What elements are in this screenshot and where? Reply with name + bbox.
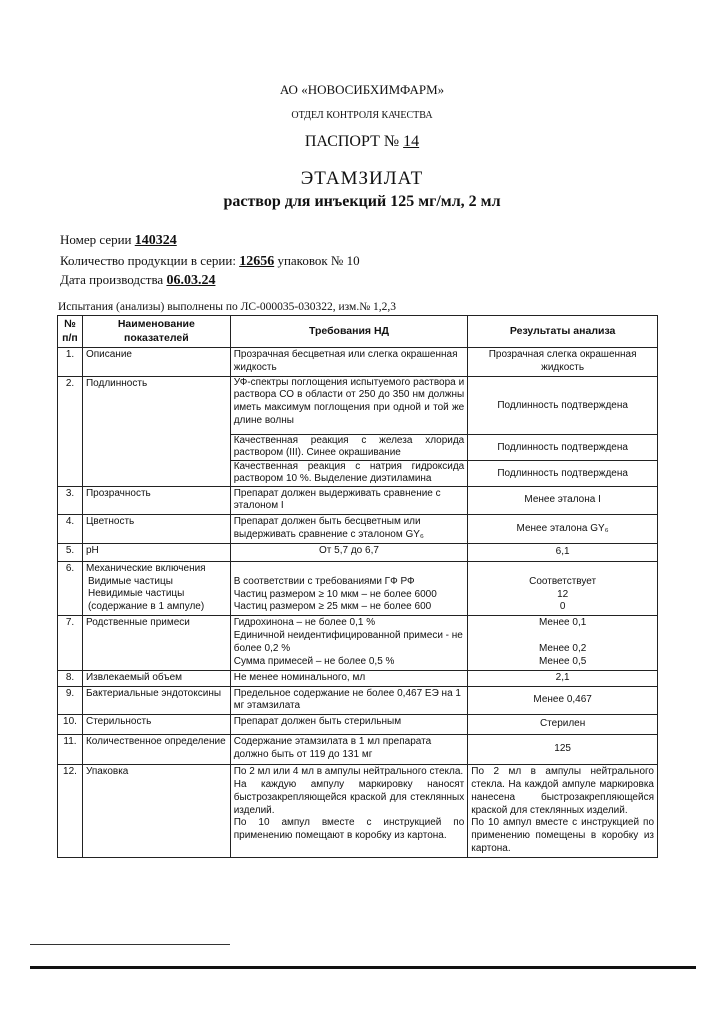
row-req: Препарат должен выдерживать сравнение с эталоном I bbox=[230, 486, 468, 515]
passport-title bbox=[0, 133, 724, 151]
res-box: По 10 ампул вместе с инструкцией по применению помещены в коробку из картона. bbox=[471, 817, 654, 854]
row-num: 10. bbox=[58, 715, 83, 735]
row-name: Подлинность bbox=[82, 376, 230, 486]
series-value: 140324 bbox=[134, 233, 177, 248]
req-iron-reaction: Качественная реакция с железа хлорида раствором (III). Синее окрашивание bbox=[231, 434, 468, 460]
row-res: Менее эталона GY₆ bbox=[468, 515, 658, 544]
row-num: 7. bbox=[58, 616, 83, 670]
row-res bbox=[468, 376, 658, 486]
row-res: 125 bbox=[468, 735, 658, 765]
table-row bbox=[58, 715, 658, 735]
row-req: От 5,7 до 6,7 bbox=[230, 543, 468, 561]
row-name: Цветность bbox=[82, 515, 230, 544]
tests-line: Испытания (анализы) выполнены по ЛС-000035-030322, изм.№ 1,2,3 bbox=[58, 301, 397, 313]
quantity-line bbox=[60, 253, 360, 270]
res-visible: Соответствует bbox=[529, 575, 597, 587]
row-req bbox=[230, 561, 468, 615]
row-req bbox=[230, 376, 468, 486]
req-gf-rf: В соответствии с требованиями ГФ РФ bbox=[233, 575, 415, 587]
table-row bbox=[58, 765, 658, 858]
req-uv-spectra: УФ-спектры поглощения испытуемого раствора и раствора СО в области от 250 до 350 нм должны иметь максимум поглощения при одной и той же длине волны bbox=[233, 376, 465, 426]
row-req: Препарат должен быть бесцветным или выдерживать сравнение с эталоном GY₆ bbox=[230, 515, 468, 544]
row-name: Извлекаемый объем bbox=[82, 670, 230, 686]
req-marking: На каждую ампулу маркировку наносят быстрозакрепляющейся краской для стеклянных изделий. bbox=[233, 778, 465, 816]
row-name: Количественное определение bbox=[82, 735, 230, 765]
invisible-particles-label: Невидимые частицы (содержание в 1 ампуле) bbox=[87, 588, 205, 613]
res-25um: 0 bbox=[559, 601, 566, 613]
res-10um: 12 bbox=[557, 588, 569, 600]
header-res: Результаты анализа bbox=[468, 316, 658, 348]
passport-label: ПАСПОРТ № bbox=[304, 133, 400, 150]
req-total-impurity: Сумма примесей – не более 0,5 % bbox=[233, 655, 395, 667]
header-name: Наименование показателей bbox=[82, 316, 230, 348]
req-naoh-reaction: Качественная реакция с натрия гидроксида раствором 10 %. Выделение диэтиламина bbox=[231, 460, 468, 486]
row-res: 6,1 bbox=[468, 543, 658, 561]
row-res bbox=[468, 561, 658, 615]
row-num: 12. bbox=[58, 765, 83, 858]
row-name bbox=[82, 561, 230, 615]
res-naoh-reaction: Подлинность подтверждена bbox=[468, 460, 657, 486]
company-name: АО «НОВОСИБХИМФАРМ» bbox=[279, 82, 445, 97]
table-row bbox=[58, 486, 658, 515]
table-row bbox=[58, 686, 658, 715]
date-value: 06.03.24 bbox=[166, 273, 216, 288]
res-total-impurity: Менее 0,5 bbox=[538, 655, 587, 667]
table-row bbox=[58, 670, 658, 686]
table-row bbox=[58, 376, 658, 486]
row-req bbox=[230, 616, 468, 670]
row-req: Препарат должен быть стерильным bbox=[230, 715, 468, 735]
date-label: Дата производства bbox=[60, 272, 164, 287]
req-ampoules: По 2 мл или 4 мл в ампулы нейтрального стекла. bbox=[233, 766, 464, 778]
row-res: 2,1 bbox=[468, 670, 658, 686]
visible-particles-label: Видимые частицы bbox=[87, 575, 173, 587]
row-num: 4. bbox=[58, 515, 83, 544]
row-res: Стерилен bbox=[468, 715, 658, 735]
res-hydroquinone: Менее 0,1 bbox=[538, 617, 587, 629]
header-req: Требования НД bbox=[230, 316, 468, 348]
req-10um: Частиц размером ≥ 10 мкм – не более 6000 bbox=[233, 588, 437, 600]
table-row bbox=[58, 735, 658, 765]
table-row bbox=[58, 561, 658, 615]
res-ampoules: По 2 мл в ампулы нейтрального стекла. На каждой ампуле маркировка нанесена быстрозакрепляющейся краской для стеклянных изделий. bbox=[471, 766, 654, 816]
row-num: 3. bbox=[58, 486, 83, 515]
packages-label: упаковок № 10 bbox=[277, 253, 360, 268]
row-req: Не менее номинального, мл bbox=[230, 670, 468, 686]
row-req bbox=[230, 765, 468, 858]
row-res: Прозрачная слегка окрашенная жидкость bbox=[468, 348, 658, 377]
date-line bbox=[60, 272, 215, 289]
row-num: 6. bbox=[58, 561, 83, 615]
table-row bbox=[58, 348, 658, 377]
row-name: Стерильность bbox=[82, 715, 230, 735]
row-num: 5. bbox=[58, 543, 83, 561]
row-res: Менее 0,467 bbox=[468, 686, 658, 715]
series-line bbox=[60, 232, 177, 249]
series-label: Номер серии bbox=[60, 232, 132, 247]
table-row bbox=[58, 543, 658, 561]
table-header-row bbox=[58, 316, 658, 348]
row-req: Предельное содержание не более 0,467 ЕЭ на 1 мг этамзилата bbox=[230, 686, 468, 715]
row-res: Менее эталона I bbox=[468, 486, 658, 515]
row-res bbox=[468, 616, 658, 670]
quantity-label: Количество продукции в серии: bbox=[60, 253, 236, 268]
res-uv-spectra: Подлинность подтверждена bbox=[497, 399, 628, 411]
passport-number: 14 bbox=[403, 133, 420, 150]
footer-divider-thin bbox=[30, 944, 230, 945]
product-form: раствор для инъекций 125 мг/мл, 2 мл bbox=[223, 193, 501, 210]
req-hydroquinone: Гидрохинона – не более 0,1 % bbox=[233, 617, 376, 629]
analysis-table bbox=[57, 315, 658, 858]
row-num: 1. bbox=[58, 348, 83, 377]
req-25um: Частиц размером ≥ 25 мкм – не более 600 bbox=[233, 601, 432, 613]
row-res bbox=[468, 765, 658, 858]
row-num: 11. bbox=[58, 735, 83, 765]
row-name: pH bbox=[82, 543, 230, 561]
department-name: ОТДЕЛ КОНТРОЛЯ КАЧЕСТВА bbox=[291, 110, 433, 121]
row-req: Прозрачная бесцветная или слегка окрашенная жидкость bbox=[230, 348, 468, 377]
row-name: Прозрачность bbox=[82, 486, 230, 515]
product-name: ЭТАМЗИЛАТ bbox=[300, 168, 424, 189]
req-single-impurity: Единичной неидентифицированной примеси - не более 0,2 % bbox=[233, 629, 463, 654]
req-box: По 10 ампул вместе с инструкцией по применению помещают в коробку из картона. bbox=[233, 817, 465, 842]
res-single-impurity: Менее 0,2 bbox=[538, 642, 587, 654]
row-num: 9. bbox=[58, 686, 83, 715]
res-iron-reaction: Подлинность подтверждена bbox=[468, 434, 657, 460]
row-name: Бактериальные эндотоксины bbox=[82, 686, 230, 715]
footer-divider-thick bbox=[30, 966, 696, 969]
table-row bbox=[58, 515, 658, 544]
row-num: 8. bbox=[58, 670, 83, 686]
row-num: 2. bbox=[58, 376, 83, 486]
mech-inclusions-label: Механические включения bbox=[85, 562, 206, 574]
table-row bbox=[58, 616, 658, 670]
row-name: Упаковка bbox=[82, 765, 230, 858]
quantity-value: 12656 bbox=[239, 254, 275, 269]
header-num: № п/п bbox=[58, 316, 83, 348]
row-name: Родственные примеси bbox=[82, 616, 230, 670]
row-req: Содержание этамзилата в 1 мл препарата должно быть от 119 до 131 мг bbox=[230, 735, 468, 765]
row-name: Описание bbox=[82, 348, 230, 377]
